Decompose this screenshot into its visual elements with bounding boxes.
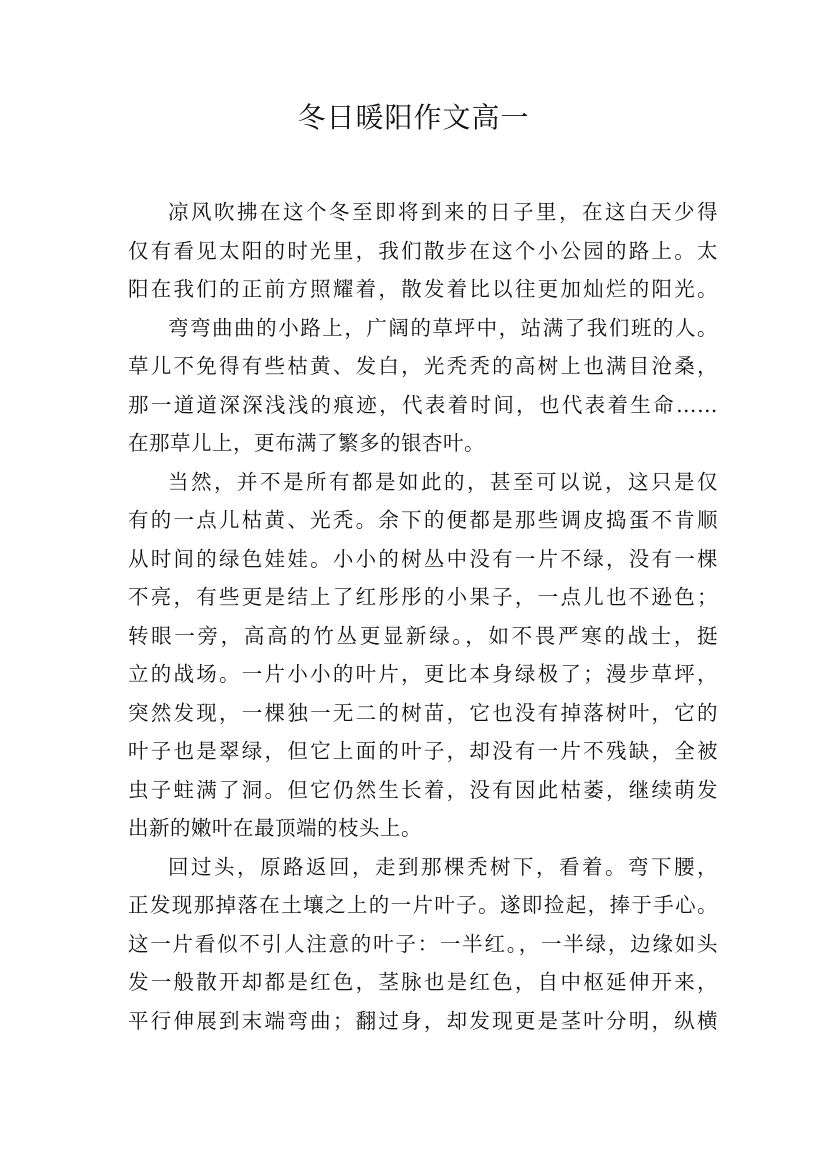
- text-line: 那一道道深深浅浅的痕迹，代表着时间，也代表着生命……: [128, 392, 718, 417]
- text-line: 正发现那掉落在土壤之上的一片叶子。遂即捡起，捧于手心。: [128, 893, 718, 917]
- text-line: 平行伸展到末端弯曲；翻过身，却发现更是茎叶分明，纵横: [128, 1008, 718, 1033]
- text-line: 虫子蛀满了洞。但它仍然生长着，没有因此枯萎，继续萌发: [128, 777, 718, 802]
- text-line: 突然发现，一棵独一无二的树苗，它也没有掉落树叶，它的: [128, 700, 718, 725]
- document-body: [128, 193, 718, 1040]
- text-line: 叶子也是翠绿，但它上面的叶子，却没有一片不残缺，全被: [128, 739, 718, 763]
- text-line: 有的一点儿枯黄、光秃。余下的便都是那些调皮捣蛋不肯顺: [128, 508, 718, 532]
- text-line: 不亮，有些更是结上了红彤彤的小果子，一点儿也不逊色；: [128, 585, 718, 609]
- text-line: 阳在我们的正前方照耀着，散发着比以往更加灿烂的阳光。: [128, 277, 718, 301]
- text-line: 草儿不免得有些枯黄、发白，光秃秃的高树上也满目沧桑，: [128, 354, 718, 378]
- text-line: 当然，并不是所有都是如此的，甚至可以说，这只是仅: [168, 469, 718, 494]
- document-title: 冬日暖阳作文高一: [297, 101, 530, 134]
- text-line: 在那草儿上，更布满了繁多的银杏叶。: [128, 431, 485, 455]
- text-line: 出新的嫩叶在最顶端的枝头上。: [128, 816, 422, 840]
- text-line: 这一片看似不引人注意的叶子：一半红。，一半绿，边缘如头: [128, 931, 718, 956]
- text-line: 转眼一旁，高高的竹丛更显新绿。，如不畏严寒的战士，挺: [128, 623, 718, 648]
- text-line: 发一般散开却都是红色，茎脉也是红色，自中枢延伸开来，: [128, 970, 718, 994]
- text-line: 凉风吹拂在这个冬至即将到来的日子里，在这白天少得: [168, 200, 718, 224]
- text-line: 弯弯曲曲的小路上，广阔的草坪中，站满了我们班的人。: [168, 315, 718, 340]
- text-line: 回过头，原路返回，走到那棵秃树下，看着。弯下腰，: [168, 854, 718, 879]
- text-line: 从时间的绿色娃娃。小小的树丛中没有一片不绿，没有一棵: [128, 546, 718, 571]
- text-line: 仅有看见太阳的时光里，我们散步在这个小公园的路上。太: [128, 238, 718, 263]
- text-line: 立的战场。一片小小的叶片，更比本身绿极了；漫步草坪，: [128, 662, 718, 686]
